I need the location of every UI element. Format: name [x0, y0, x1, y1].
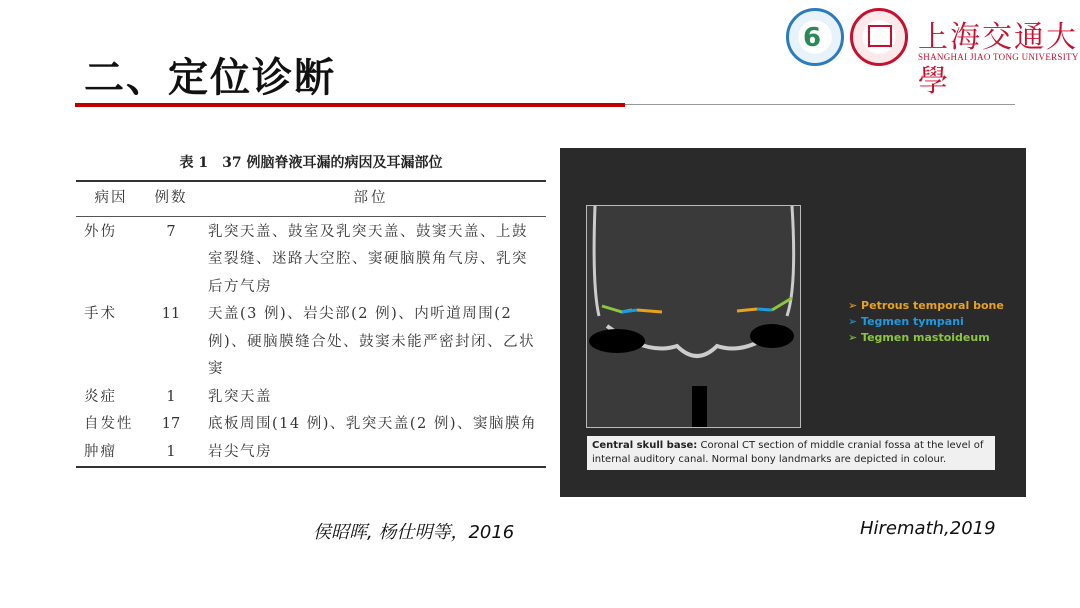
site-cell: 乳突天盖、鼓室及乳突天盖、鼓窦天盖、上鼓室裂缝、迷路大空腔、窦硬脑膜角气房、乳突后方气房 [208, 223, 528, 295]
legend-label: Tegmen mastoideum [861, 331, 990, 344]
slide-title: 二、定位诊断 [84, 55, 336, 101]
header-site: 部位 [353, 190, 389, 206]
site-cell: 岩尖气房 [208, 443, 272, 460]
citation-left: 侯昭晖, 杨仕明等，2016 [313, 522, 515, 543]
table-row [76, 301, 546, 384]
university-seal-logo [850, 8, 908, 66]
site-cell: 底板周围(14 例)、乳突天盖(2 例)、窦脑膜角 [208, 416, 538, 432]
caption-text: Coronal CT section of middle cranial fossa at the level of internal auditory canal. Normal bony landmarks are depicted in colour. [592, 440, 984, 465]
legend-item [848, 298, 1004, 314]
citation-right: Hiremath,2019 [860, 518, 996, 539]
site-cell: 天盖(3 例)、岩尖部(2 例)、内听道周围(2 例)、硬脑膜缝合处、鼓窦未能严密封闭、乙状窦 [208, 306, 536, 377]
figure-caption [587, 436, 995, 470]
legend-item [848, 330, 1004, 346]
caption-bold: Central skull base: [592, 440, 698, 451]
site-cell: 乳突天盖 [208, 388, 272, 405]
legend-label: Tegmen tympani [861, 315, 964, 328]
count-cell: 7 [166, 223, 176, 240]
figure-legend [848, 298, 1004, 346]
header-count: 例数 [154, 190, 188, 206]
table-caption: 表 1 37 例脑脊液耳漏的病因及耳漏部位 [179, 155, 443, 171]
legend-label: Petrous temporal bone [861, 299, 1004, 312]
legend-item [848, 314, 1004, 330]
table-row [76, 384, 546, 412]
cause-cell: 手术 [84, 306, 117, 322]
title-underline-gray [625, 104, 1015, 105]
ct-scan-image [586, 205, 801, 428]
table-row [76, 411, 546, 439]
arrow-bullet-icon: ➢ [848, 299, 862, 312]
ct-figure-panel [560, 148, 1026, 497]
count-cell: 11 [161, 306, 181, 322]
arrow-bullet-icon: ➢ [848, 331, 862, 344]
count-cell: 1 [166, 443, 176, 460]
university-name-cn: 上海交通大學 [918, 20, 1078, 99]
table-row [76, 439, 546, 468]
university-name-en: SHANGHAI JIAO TONG UNIVERSITY [918, 52, 1079, 62]
title-underline-red [75, 103, 625, 107]
cause-cell: 外伤 [84, 223, 117, 240]
cause-cell: 肿瘤 [84, 443, 117, 460]
table-row [76, 216, 546, 301]
cause-cell: 炎症 [84, 388, 117, 405]
cause-cell: 自发性 [84, 416, 134, 432]
header-cause: 病因 [94, 190, 128, 206]
arrow-bullet-icon: ➢ [848, 315, 862, 328]
etiology-table [76, 180, 546, 468]
count-cell: 1 [166, 388, 176, 405]
hospital-logo: 6 [786, 8, 844, 66]
table-header-row [76, 181, 546, 216]
count-cell: 17 [161, 416, 181, 432]
